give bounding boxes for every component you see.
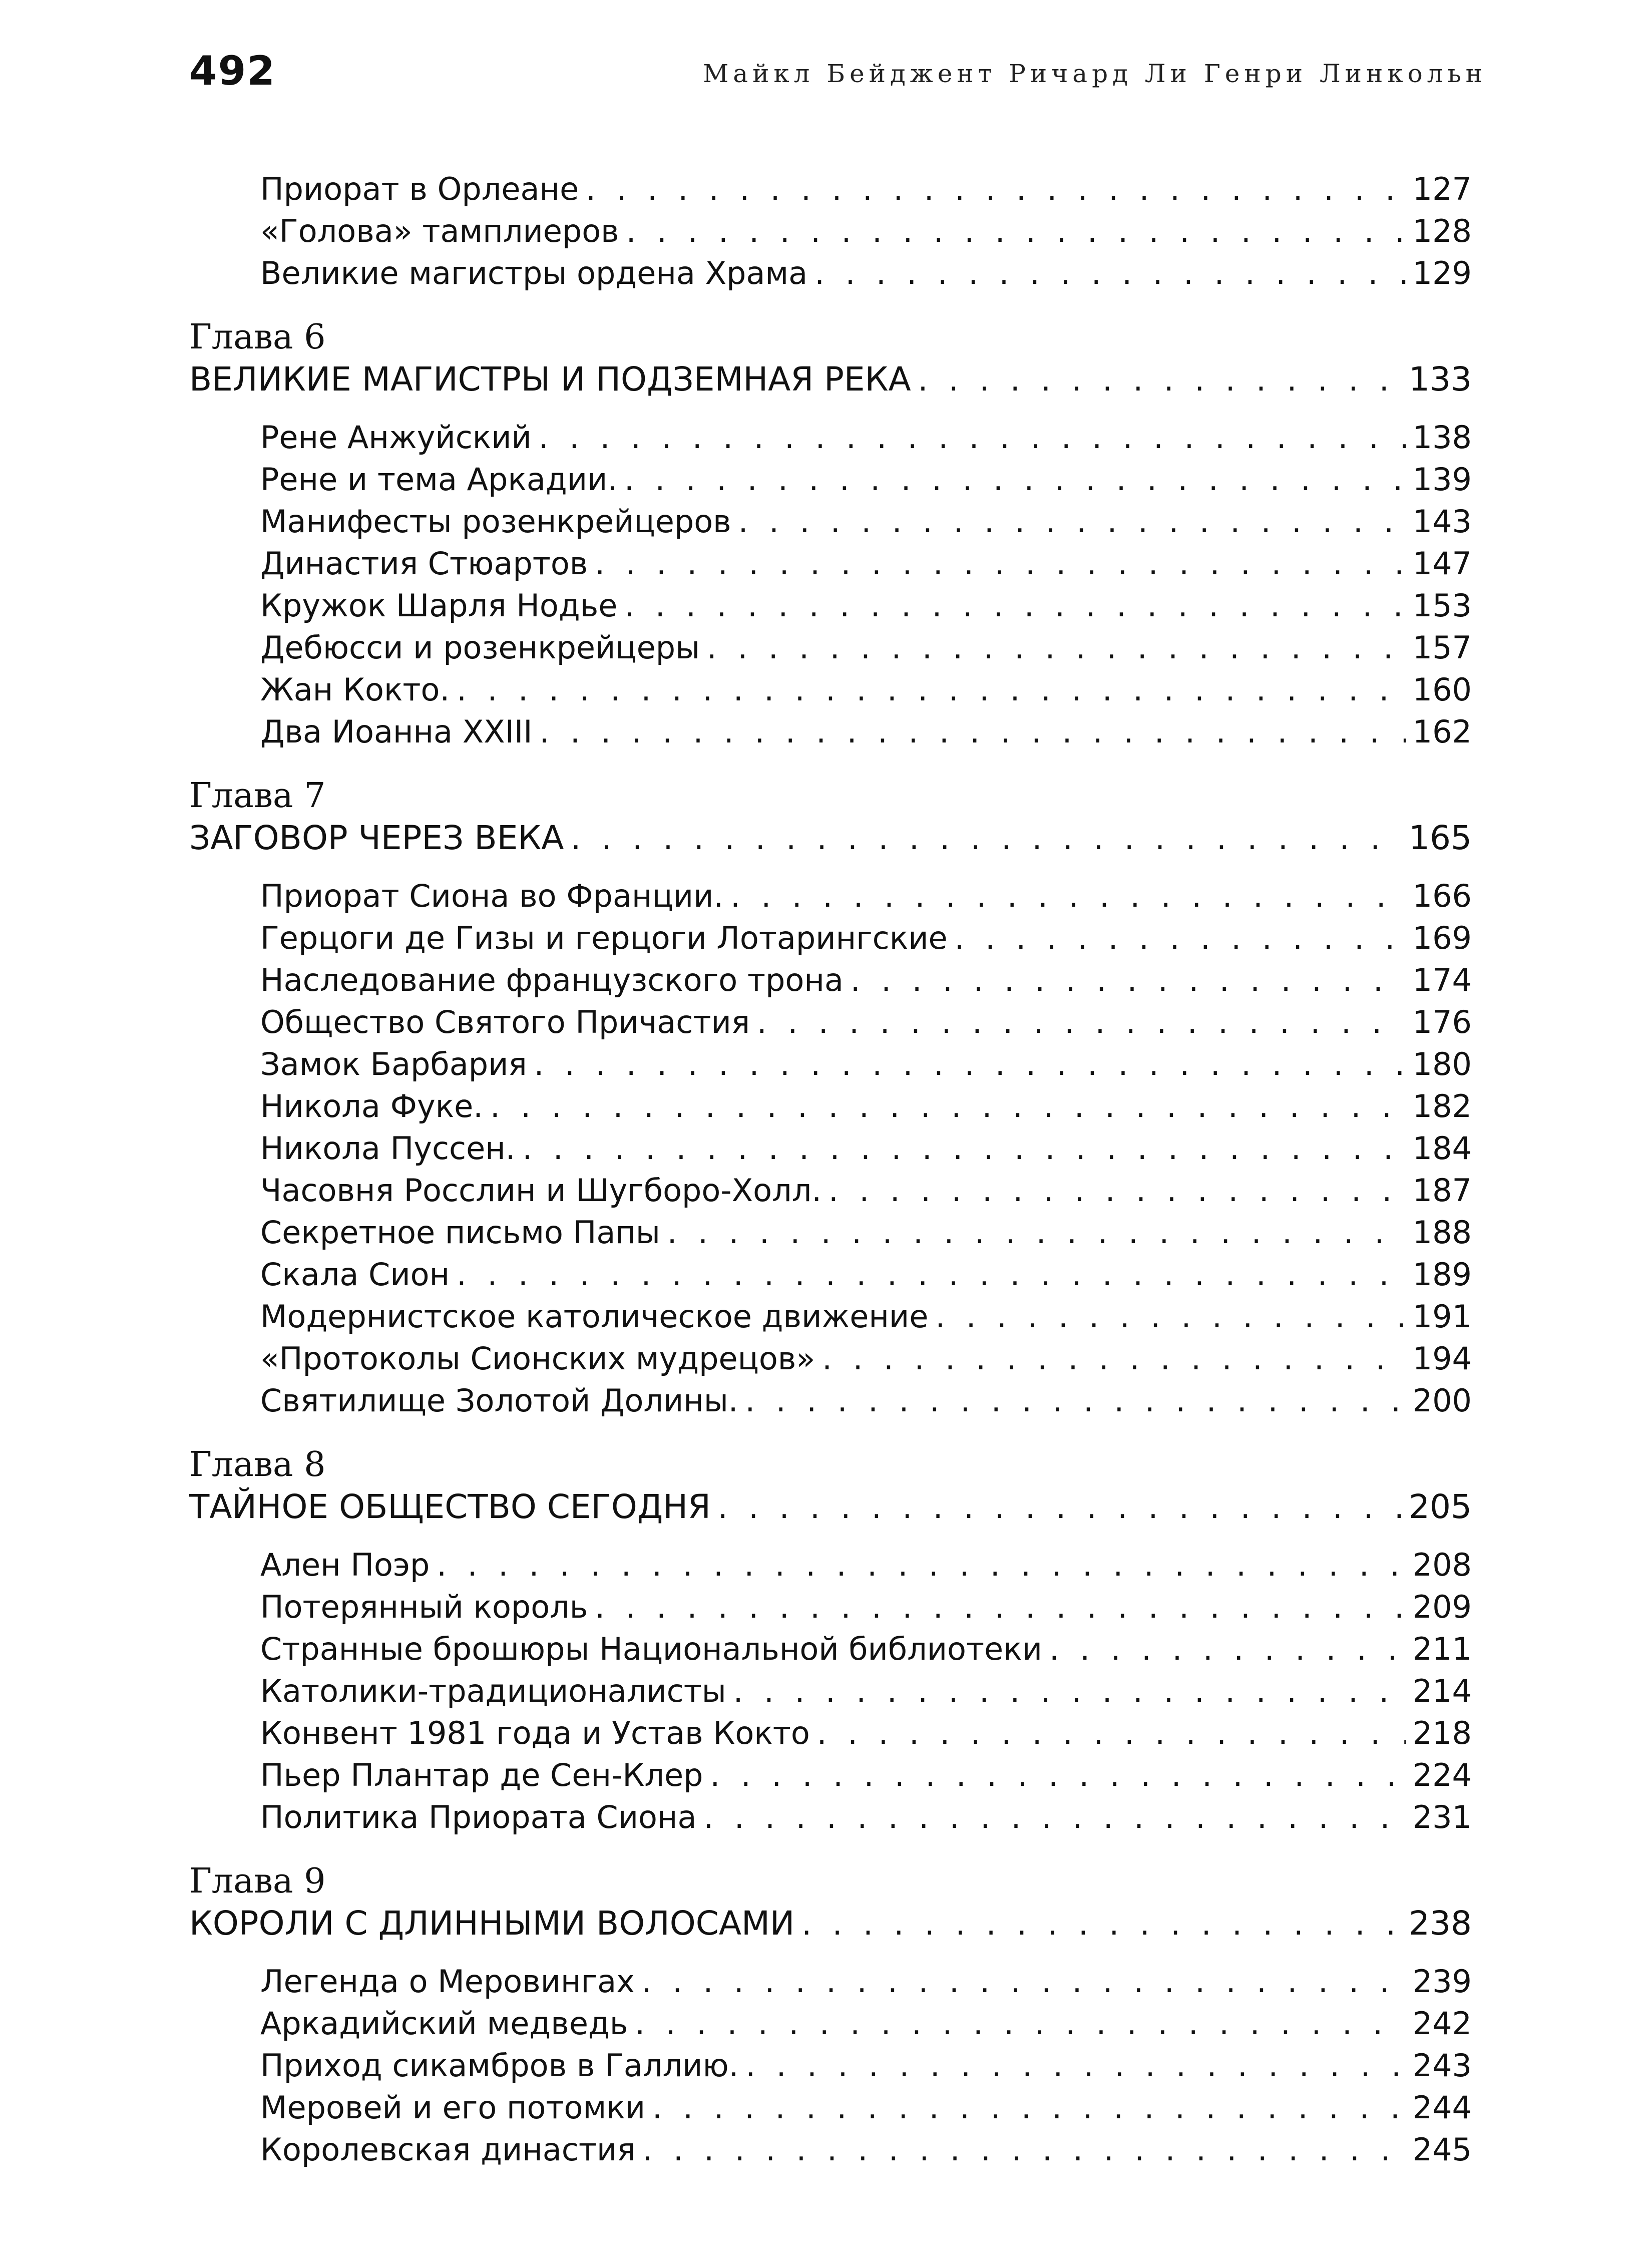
toc-entry-title: Часовня Росслин и Шугборо-Холл. (260, 1172, 822, 1209)
toc-entry-title: Никола Фуке. (260, 1088, 483, 1124)
toc-entry-page: 243 (1412, 2047, 1472, 2084)
chapter-heading-title: ВЕЛИКИЕ МАГИСТРЫ И ПОДЗЕМНАЯ РЕКА (189, 360, 911, 399)
toc-entry (260, 918, 1472, 958)
toc-entry-page: 188 (1412, 1214, 1472, 1251)
toc-entry-page: 209 (1412, 1589, 1472, 1625)
toc-entry-page: 166 (1412, 878, 1472, 914)
toc-entry-page: 138 (1412, 419, 1472, 456)
toc-entry (260, 1213, 1472, 1253)
dot-leader (642, 1962, 1406, 2002)
dot-leader (523, 1128, 1406, 1169)
toc-entry-title: «Протоколы Сионских мудрецов» (260, 1340, 815, 1377)
toc-entry-page: 242 (1412, 2005, 1472, 2042)
dot-leader (745, 2046, 1405, 2086)
toc-entry-title: Герцоги де Гизы и герцоги Лотарингские (260, 920, 948, 956)
dot-leader (710, 1755, 1406, 1795)
toc-entry-page: 182 (1412, 1088, 1472, 1124)
dot-leader (624, 460, 1406, 500)
toc-entry (260, 2130, 1472, 2170)
dot-leader (829, 1171, 1406, 1211)
toc-entry-page: 153 (1412, 587, 1472, 624)
chapter-heading (189, 818, 1472, 858)
toc-entry (260, 460, 1472, 500)
dot-leader (586, 169, 1405, 209)
chapter-heading (189, 1904, 1472, 1944)
dot-leader (822, 1339, 1405, 1379)
toc-entry-page: 127 (1412, 171, 1472, 207)
chapter-heading-page: 165 (1409, 819, 1472, 857)
toc-entry-title: Святилище Золотой Долины. (260, 1382, 738, 1419)
dot-leader (626, 211, 1406, 251)
dot-leader (437, 1545, 1405, 1585)
toc-entry-page: 129 (1412, 255, 1472, 291)
toc-entry-page: 160 (1412, 671, 1472, 708)
dot-leader (745, 1381, 1406, 1421)
toc-entry-title: Политика Приората Сиона (260, 1799, 697, 1835)
toc-entry (260, 169, 1472, 209)
toc-entry-page: 143 (1412, 503, 1472, 540)
dot-leader (730, 876, 1406, 916)
toc-entry-title: Приход сикамбров в Галлию. (260, 2047, 739, 2084)
toc-entry (260, 1587, 1472, 1627)
toc-entry (260, 1171, 1472, 1211)
chapter-label: Глава 7 (189, 776, 326, 816)
dot-leader (652, 2088, 1406, 2128)
toc-entry (260, 712, 1472, 752)
toc-entry (260, 586, 1472, 626)
toc-entry (260, 253, 1472, 293)
toc-entry-title: Странные брошюры Национальной библиотеки (260, 1631, 1042, 1667)
page-number: 492 (189, 48, 276, 94)
toc-entry-title: Меровей и его потомки (260, 2089, 646, 2126)
toc-entry-page: 244 (1412, 2089, 1472, 2126)
dot-leader (814, 253, 1405, 293)
toc-entry-page: 139 (1412, 461, 1472, 498)
toc-entry-title: Замок Барбария (260, 1046, 527, 1082)
toc-entry-title: Секретное письмо Папы (260, 1214, 660, 1251)
chapter-heading (189, 359, 1472, 400)
dot-leader (738, 502, 1406, 542)
dot-leader (817, 1713, 1406, 1753)
dot-leader (733, 1671, 1406, 1711)
toc-entry-title: Наследование французского трона (260, 962, 844, 998)
toc-entry-title: Легенда о Меровингах (260, 1963, 635, 2000)
toc-entry (260, 418, 1472, 458)
toc-entry-title: Модернистское католическое движение (260, 1298, 929, 1335)
toc-entry-page: 214 (1412, 1673, 1472, 1709)
toc-entry (260, 2046, 1472, 2086)
toc-entry-title: Конвент 1981 года и Устав Кокто (260, 1715, 810, 1751)
toc-entry-page: 218 (1412, 1715, 1472, 1751)
toc-entry (260, 211, 1472, 251)
chapter-label: Глава 9 (189, 1861, 326, 1901)
dot-leader (667, 1213, 1406, 1253)
dot-leader (540, 712, 1406, 752)
toc-entry-title: Пьер Плантар де Сен-Клер (260, 1757, 703, 1793)
toc-entry-page: 200 (1412, 1382, 1472, 1419)
dot-leader (757, 1002, 1406, 1042)
toc-entry (260, 1962, 1472, 2002)
toc-entry-title: Аркадийский медведь (260, 2005, 628, 2042)
toc-entry (260, 1339, 1472, 1379)
toc-entry-title: Общество Святого Причастия (260, 1004, 750, 1040)
toc-entry-page: 157 (1412, 629, 1472, 666)
dot-leader (595, 544, 1405, 584)
toc-entry-page: 174 (1412, 962, 1472, 998)
toc-entry-title: Потерянный король (260, 1589, 588, 1625)
dot-leader (935, 1297, 1405, 1337)
toc-entry (260, 1086, 1472, 1126)
dot-leader (918, 360, 1402, 400)
toc-entry-page: 184 (1412, 1130, 1472, 1167)
toc-entry-title: Жан Кокто. (260, 671, 450, 708)
chapter-label: Глава 6 (189, 317, 326, 357)
toc-entry-title: Рене и тема Аркадии. (260, 461, 618, 498)
toc-entry-page: 245 (1412, 2131, 1472, 2168)
toc-entry-title: Кружок Шарля Нодье (260, 587, 618, 624)
chapter-heading-title: ЗАГОВОР ЧЕРЕЗ ВЕКА (189, 819, 564, 857)
chapter-heading-page: 238 (1409, 1904, 1472, 1943)
toc-entry-page: 194 (1412, 1340, 1472, 1377)
dot-leader (718, 1487, 1402, 1527)
dot-leader (703, 1797, 1405, 1837)
dot-leader (955, 918, 1406, 958)
toc-entry-page: 128 (1412, 213, 1472, 249)
chapter-heading-page: 205 (1409, 1487, 1472, 1526)
toc-entry (260, 1297, 1472, 1337)
toc-entry-title: «Голова» тамплиеров (260, 213, 619, 249)
chapter-heading (189, 1487, 1472, 1527)
toc-entry (260, 1044, 1472, 1084)
toc-entry-page: 169 (1412, 920, 1472, 956)
dot-leader (707, 628, 1406, 668)
toc-entry (260, 2004, 1472, 2044)
toc-entry-title: Два Иоанна XXIII (260, 713, 533, 750)
toc-entry (260, 960, 1472, 1000)
toc-entry (260, 1381, 1472, 1421)
dot-leader (534, 1044, 1406, 1084)
toc-entry-title: Католики-традиционалисты (260, 1673, 726, 1709)
toc-entry (260, 628, 1472, 668)
toc-entry (260, 1002, 1472, 1042)
dot-leader (571, 819, 1402, 858)
toc-entry (260, 876, 1472, 916)
dot-leader (457, 670, 1405, 710)
dot-leader (635, 2004, 1405, 2044)
toc-entry (260, 1545, 1472, 1585)
toc-entry (260, 1629, 1472, 1669)
toc-entry (260, 502, 1472, 542)
running-head: Майкл Бейджент Ричард Ли Генри Линкольн (703, 59, 1487, 88)
toc-entry-title: Скала Сион (260, 1256, 450, 1293)
chapter-heading-page: 133 (1409, 360, 1472, 399)
toc-entry-title: Дебюсси и розенкрейцеры (260, 629, 700, 666)
dot-leader (1049, 1629, 1406, 1669)
toc-entry-title: Никола Пуссен. (260, 1130, 516, 1167)
toc-entry-page: 187 (1412, 1172, 1472, 1209)
toc-entry (260, 544, 1472, 584)
toc-entry (260, 1755, 1472, 1795)
toc-entry-title: Приорат в Орлеане (260, 171, 579, 207)
toc-entry (260, 670, 1472, 710)
chapter-heading-title: ТАЙНОЕ ОБЩЕСТВО СЕГОДНЯ (189, 1487, 711, 1526)
toc-entry-page: 208 (1412, 1547, 1472, 1583)
toc-entry-title: Ален Поэр (260, 1547, 430, 1583)
chapter-label: Глава 8 (189, 1445, 326, 1484)
toc-entry (260, 1797, 1472, 1837)
chapter-heading-title: КОРОЛИ С ДЛИННЫМИ ВОЛОСАМИ (189, 1904, 795, 1943)
toc-entry (260, 1128, 1472, 1169)
dot-leader (539, 418, 1406, 458)
toc-entry (260, 2088, 1472, 2128)
toc-entry-page: 180 (1412, 1046, 1472, 1082)
toc-entry-page: 231 (1412, 1799, 1472, 1835)
toc-entry (260, 1671, 1472, 1711)
dot-leader (595, 1587, 1405, 1627)
toc-entry-title: Приорат Сиона во Франции. (260, 878, 724, 914)
dot-leader (490, 1086, 1406, 1126)
toc-entry-title: Манифесты розенкрейцеров (260, 503, 731, 540)
toc-entry-page: 239 (1412, 1963, 1472, 2000)
toc-entry-page: 191 (1412, 1298, 1472, 1335)
dot-leader (801, 1904, 1402, 1944)
toc-entry (260, 1713, 1472, 1753)
dot-leader (457, 1255, 1406, 1295)
toc-entry-title: Рене Анжуйский (260, 419, 532, 456)
toc-entry-page: 189 (1412, 1256, 1472, 1293)
toc-entry-title: Королевская династия (260, 2131, 636, 2168)
dot-leader (643, 2130, 1406, 2170)
toc-entry-page: 176 (1412, 1004, 1472, 1040)
toc-entry-title: Династия Стюартов (260, 545, 588, 582)
toc-entry-page: 162 (1412, 713, 1472, 750)
toc-entry-page: 211 (1412, 1631, 1472, 1667)
toc-entry-page: 224 (1412, 1757, 1472, 1793)
toc-entry (260, 1255, 1472, 1295)
toc-entry-title: Великие магистры ордена Храма (260, 255, 808, 291)
toc-entry-page: 147 (1412, 545, 1472, 582)
dot-leader (624, 586, 1405, 626)
dot-leader (851, 960, 1406, 1000)
